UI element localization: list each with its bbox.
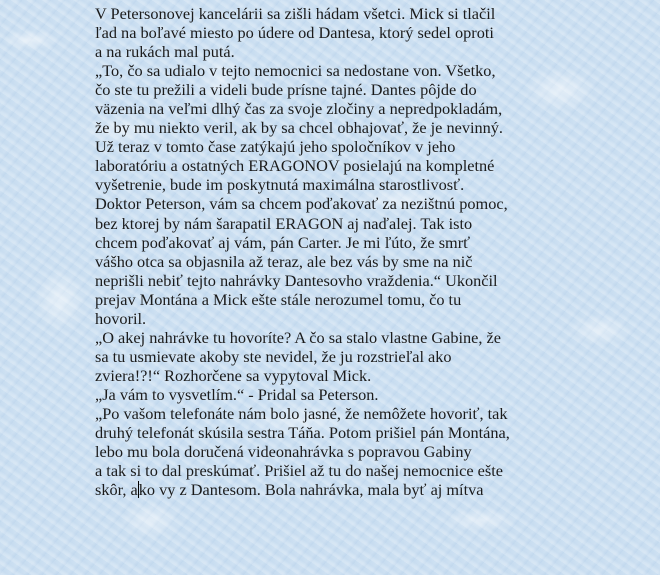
text-line: chcem poďakovať aj vám, pán Carter. Je mi ľúto, že smrť bbox=[95, 232, 471, 252]
text-line: že by mu niekto veril, ak by sa chcel obhajovať, že je nevinný. bbox=[95, 118, 503, 138]
text-line-with-cursor bbox=[95, 480, 660, 499]
text-line: a tak si to dal preskúmať. Prišiel až tu do našej nemocnice ešte bbox=[95, 461, 503, 481]
text-line: väzenia na veľmi dlhý čas za svoje zločiny a nepredpokladám, bbox=[95, 99, 503, 119]
text-line: „To, čo sa udialo v tejto nemocnici sa nedostane von. Všetko, bbox=[95, 61, 496, 81]
text-line: prejav Montána a Mick ešte stále nerozumel tomu, čo tu bbox=[95, 289, 462, 309]
text-line: V Petersonovej kancelárii sa zišli hádam všetci. Mick si tlačil bbox=[95, 4, 496, 23]
text-line: vášho otca sa objasnila až teraz, ale bez vás by sme na nič bbox=[95, 251, 473, 271]
text-line: bez ktorej by nám šarapatil ERAGON aj naďalej. Tak isto bbox=[95, 213, 473, 233]
text-line: Doktor Peterson, vám sa chcem poďakovať za nezištnú pomoc, bbox=[95, 194, 508, 214]
text-line: čo ste tu prežili a videli bude prísne tajné. Dantes pôjde do bbox=[95, 80, 477, 100]
text-line: „Ja vám to vysvetlím.“ - Pridal sa Peterson. bbox=[95, 384, 379, 404]
text-line: lebo mu bola doručená videonahrávka s popravou Gabiny bbox=[95, 442, 472, 462]
text-line: hovoril. bbox=[95, 308, 147, 328]
text-line: ľad na boľavé miesto po údere od Dantesa, ktorý sedel oproti bbox=[95, 23, 494, 43]
document-body[interactable] bbox=[95, 0, 660, 499]
text-line: neprišli nebiť tejto nahrávky Dantesovho vraždenia.“ Ukončil bbox=[95, 270, 498, 290]
text-line: vyšetrenie, bude im poskytnutá maximálna starostlivosť. bbox=[95, 175, 465, 195]
text-before-cursor: skôr, a bbox=[95, 480, 138, 500]
text-line: „Po vašom telefonáte nám bolo jasné, že nemôžete hovoriť, tak bbox=[95, 403, 508, 423]
text-line: Už teraz v tomto čase zatýkajú jeho spoločníkov v jeho bbox=[95, 137, 456, 157]
text-line: druhý telefonát skúsila sestra Táňa. Potom prišiel pán Montána, bbox=[95, 423, 510, 443]
text-line: zviera!?!“ Rozhorčene sa vypytoval Mick. bbox=[95, 365, 372, 385]
text-line: sa tu usmievate akoby ste nevidel, že ju rozstrieľal ako bbox=[95, 346, 452, 366]
text-line: laboratóriu a ostatných ERAGONOV posielajú na kompletné bbox=[95, 156, 495, 176]
text-line: „O akej nahrávke tu hovoríte? A čo sa stalo vlastne Gabine, že bbox=[95, 327, 501, 347]
text-line: a na rukách mal putá. bbox=[95, 42, 235, 62]
text-after-cursor: ko vy z Dantesom. Bola nahrávka, mala byť aj mítva bbox=[138, 480, 484, 500]
